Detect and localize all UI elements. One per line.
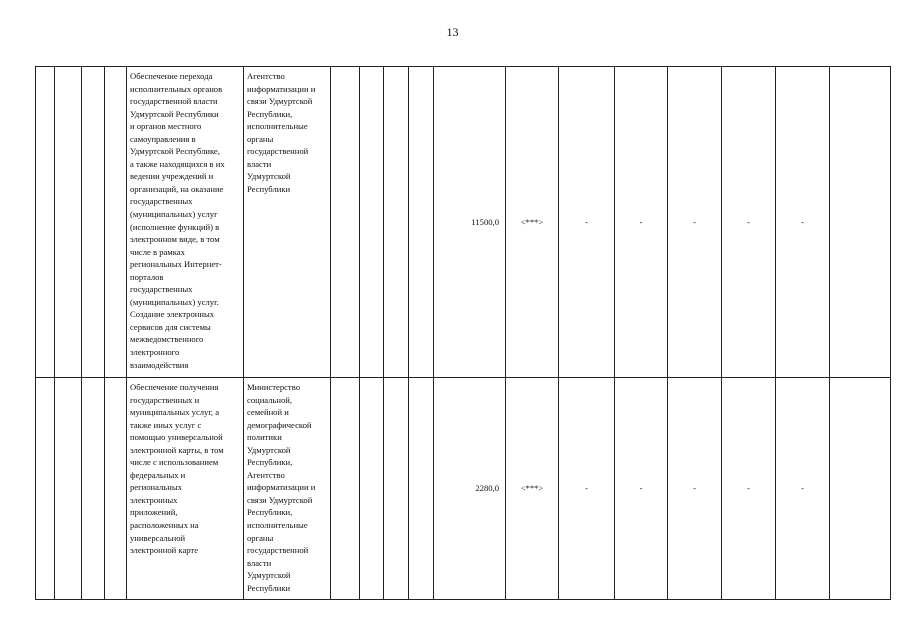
table-row	[36, 378, 891, 600]
funding-mark: <***>	[506, 67, 559, 378]
empty-cell	[384, 378, 409, 600]
funding-mark: <***>	[506, 378, 559, 600]
index-cell	[82, 67, 105, 378]
index-cell	[36, 67, 55, 378]
empty-cell	[331, 67, 360, 378]
funding-year-value: -	[722, 378, 776, 600]
activity-executor: Министерство социальной, семейной и демографической политики Удмуртской Республики, Агентство информатизации и связи Удмуртской Республики, исполнительные органы государственной власти Удмуртской Республики	[244, 378, 331, 600]
index-cell	[55, 378, 82, 600]
empty-cell	[830, 378, 891, 600]
activity-description: Обеспечение перехода исполнительных органов государственной власти Удмуртской Республики и органов местного самоуправления в Удмуртской Республике, а также находящихся в их ведении учреждений и организаций, на оказание государственных (муниципальных) услуг (исполнение функций) в электронном виде, в том числе в рамках региональных Интернет- порталов государственных (муниципальных) услуг. Создание электронных сервисов для системы межведомственного электронного взаимодействия	[127, 67, 244, 378]
funding-year-value: -	[776, 67, 830, 378]
funding-year-value: -	[776, 378, 830, 600]
page-number: 13	[446, 25, 459, 39]
activity-executor: Агентство информатизации и связи Удмуртской Республики, исполнительные органы государственной власти Удмуртской Республики	[244, 67, 331, 378]
funding-year-value: -	[559, 378, 615, 600]
activity-description: Обеспечение получения государственных и муниципальных услуг, а также иных услуг с помощью универсальной электронной карты, в том числе с использованием федеральных и региональных электронных приложений, расположенных на универсальной электронной карте	[127, 378, 244, 600]
funding-year-value: -	[559, 67, 615, 378]
index-cell	[55, 67, 82, 378]
funding-year-value: -	[615, 67, 668, 378]
empty-cell	[384, 67, 409, 378]
index-cell	[82, 378, 105, 600]
index-cell	[105, 378, 127, 600]
index-cell	[105, 67, 127, 378]
funding-amount: 11500,0	[434, 67, 506, 378]
empty-cell	[409, 67, 434, 378]
funding-year-value: -	[668, 67, 722, 378]
empty-cell	[360, 378, 384, 600]
table-row	[36, 67, 891, 378]
funding-year-value: -	[615, 378, 668, 600]
index-cell	[36, 378, 55, 600]
funding-year-value: -	[668, 378, 722, 600]
funding-amount: 2280,0	[434, 378, 506, 600]
empty-cell	[360, 67, 384, 378]
empty-cell	[409, 378, 434, 600]
program-activities-table	[35, 66, 891, 600]
funding-year-value: -	[722, 67, 776, 378]
empty-cell	[331, 378, 360, 600]
empty-cell	[830, 67, 891, 378]
